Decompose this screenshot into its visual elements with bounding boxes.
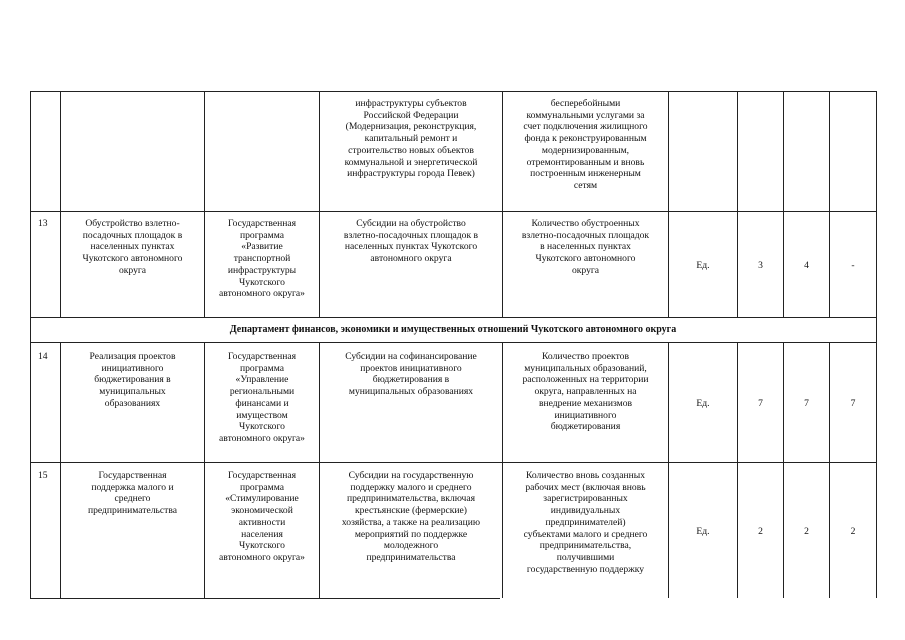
row-program-cell: Государственная программа «Развитие транспортной инфраструктуры Чукотского автономного округа»	[219, 218, 305, 300]
col-border	[876, 91, 877, 317]
col-border	[737, 342, 738, 598]
row-value-1-cell: 7	[758, 398, 763, 409]
row-unit-cell: Ед.	[696, 260, 710, 271]
row-unit-cell: Ед.	[696, 526, 710, 537]
row-subsidy-cell: Субсидии на софинансирование проектов инициативного бюджетирования в муниципальных образованиях	[345, 351, 477, 398]
row-program-cell: Государственная программа «Управление региональными финансами и имуществом Чукотского автономного округа»	[219, 351, 305, 444]
col-border	[829, 91, 830, 317]
col-border	[876, 342, 877, 598]
col-border	[60, 91, 61, 317]
row-indicator-cell: Количество обустроенных взлетно-посадочных площадок в населенных пунктах Чукотского автономного округа	[521, 218, 650, 276]
row-value-3-cell: -	[851, 260, 855, 271]
col-border	[737, 91, 738, 317]
row-indicator-cell: бесперебойными коммунальными услугами за счет подключения жилищного фонда к реконструированным модернизированным, отремонтированным и вновь построенным инженерным сетям	[523, 98, 648, 191]
col-border	[783, 91, 784, 317]
row-border	[30, 91, 877, 92]
row-border	[30, 342, 877, 343]
row-subsidy-cell: Субсидии на государственную поддержку малого и среднего предпринимательства, включая крестьянские (фермерские) хозяйства, а также на реализацию мероприятий по поддержке молодежного предпринимательства	[341, 470, 481, 563]
col-border	[30, 342, 31, 598]
row-subsidy-cell: Субсидии на обустройство взлетно-посадочных площадок в населенных пунктах Чукотского автономного округа	[343, 218, 479, 265]
row-name-cell: Реализация проектов инициативного бюджетирования в муниципальных образованиях	[89, 351, 176, 409]
department-heading: Департамент финансов, экономики и имущественных отношений Чукотского автономного округа	[229, 324, 677, 335]
row-value-3-cell: 2	[850, 526, 856, 537]
row-unit-cell: Ед.	[696, 398, 710, 409]
row-value-3-cell: 7	[850, 398, 856, 409]
col-border	[876, 317, 877, 342]
row-number-cell: 13	[38, 218, 48, 229]
row-value-1-cell: 2	[758, 526, 763, 537]
row-value-2-cell: 4	[804, 260, 809, 271]
row-subsidy-cell: инфраструктуры субъектов Российской Федерации (Модернизация, реконструкция, капитальный ремонт и строительство новых объектов коммунальной и энергетической инфраструктуры города Певек)	[344, 98, 478, 180]
row-border	[30, 317, 877, 318]
col-border	[783, 342, 784, 598]
row-border	[30, 211, 877, 212]
col-border	[30, 91, 31, 317]
row-number-cell: 14	[38, 351, 48, 362]
row-program-cell: Государственная программа «Стимулирование экономической активности населения Чукотского автономного округа»	[219, 470, 305, 563]
row-value-2-cell: 7	[804, 398, 809, 409]
row-indicator-cell: Количество проектов муниципальных образований, расположенных на территории округа, направленных на внедрение механизмов инициативного бюджетирования	[522, 351, 649, 433]
row-value-2-cell: 2	[804, 526, 809, 537]
row-name-cell: Обустройство взлетно- посадочных площадок в населенных пунктах Чукотского автономного округа	[82, 218, 183, 276]
row-name-cell: Государственная поддержка малого и среднего предпринимательства	[87, 470, 178, 517]
row-number-cell: 15	[38, 470, 48, 481]
col-border	[829, 342, 830, 598]
row-border	[30, 462, 877, 463]
col-border	[668, 91, 669, 317]
row-indicator-cell: Количество вновь созданных рабочих мест (включая вновь зарегистрированных индивидуальных предпринимателей) субъектами малого и среднего предпринимательства, получившими государственную поддержку	[523, 470, 648, 575]
row-border	[30, 598, 500, 599]
row-value-1-cell: 3	[758, 260, 763, 271]
col-border	[668, 342, 669, 598]
